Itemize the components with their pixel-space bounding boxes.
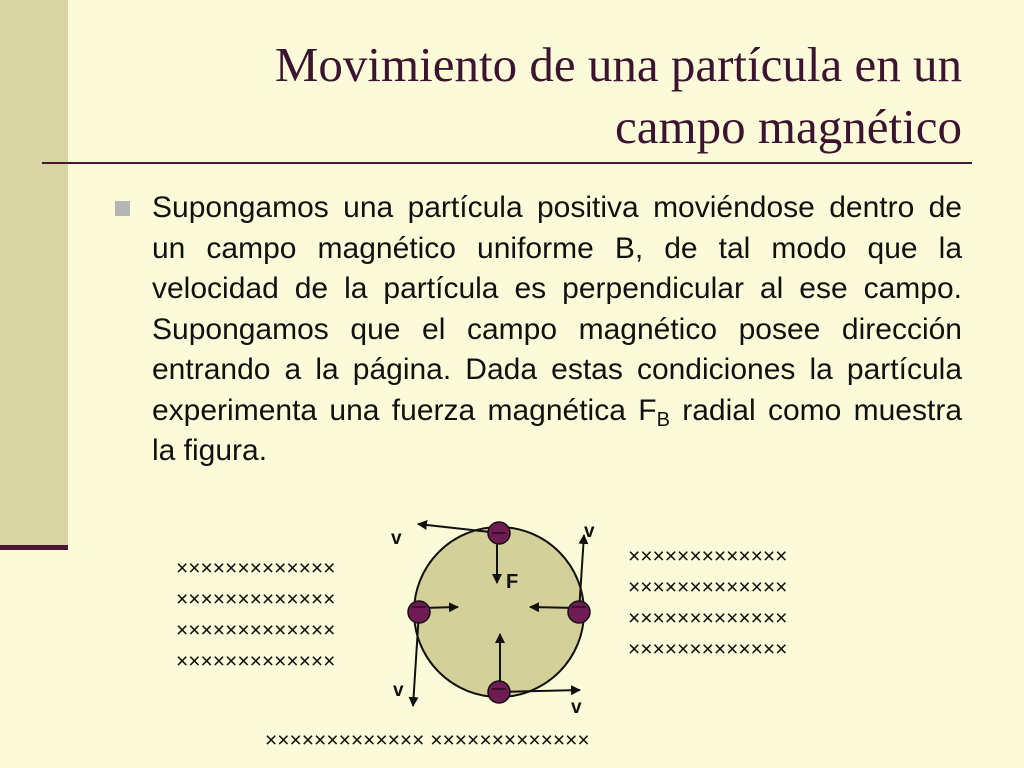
field-row-left-4: ××××××××××××× bbox=[176, 650, 336, 673]
field-row-right-3: ××××××××××××× bbox=[628, 607, 788, 630]
field-row-left-3: ××××××××××××× bbox=[176, 619, 336, 642]
particle-right bbox=[568, 601, 590, 623]
field-row-left-1: ××××××××××××× bbox=[176, 557, 336, 580]
velocity-label-left: v bbox=[393, 680, 404, 701]
velocity-label-right: v bbox=[584, 521, 595, 542]
particle-bottom bbox=[488, 681, 510, 703]
velocity-label-top: v bbox=[391, 528, 402, 549]
title-line-2: campo magnético bbox=[615, 99, 962, 154]
force-subscript: B bbox=[656, 408, 670, 431]
field-row-right-2: ××××××××××××× bbox=[628, 576, 788, 599]
field-row-left-2: ××××××××××××× bbox=[176, 588, 336, 611]
title-line-1: Movimiento de una partícula en un bbox=[274, 37, 962, 92]
particle-left bbox=[408, 601, 430, 623]
field-row-bottom: ××××××××××××× ××××××××××××× bbox=[265, 729, 590, 752]
bullet-text-end: radial como muestra la figura. bbox=[152, 393, 963, 467]
bullet-text-main: Supongamos una partícula positiva moviéndose dentro de un campo magnético uniforme B, de tal modo que la velocidad de la partícula es perpendicular al ese campo. Supongamos que el campo magnético posee dirección entrando a la página. Dada estas condiciones la partícula experimenta una fuerza magnética F bbox=[152, 191, 962, 427]
field-row-right-4: ××××××××××××× bbox=[628, 638, 788, 661]
field-row-right-1: ××××××××××××× bbox=[628, 545, 788, 568]
velocity-label-bottom: v bbox=[571, 697, 582, 718]
force-label: F bbox=[506, 571, 519, 593]
